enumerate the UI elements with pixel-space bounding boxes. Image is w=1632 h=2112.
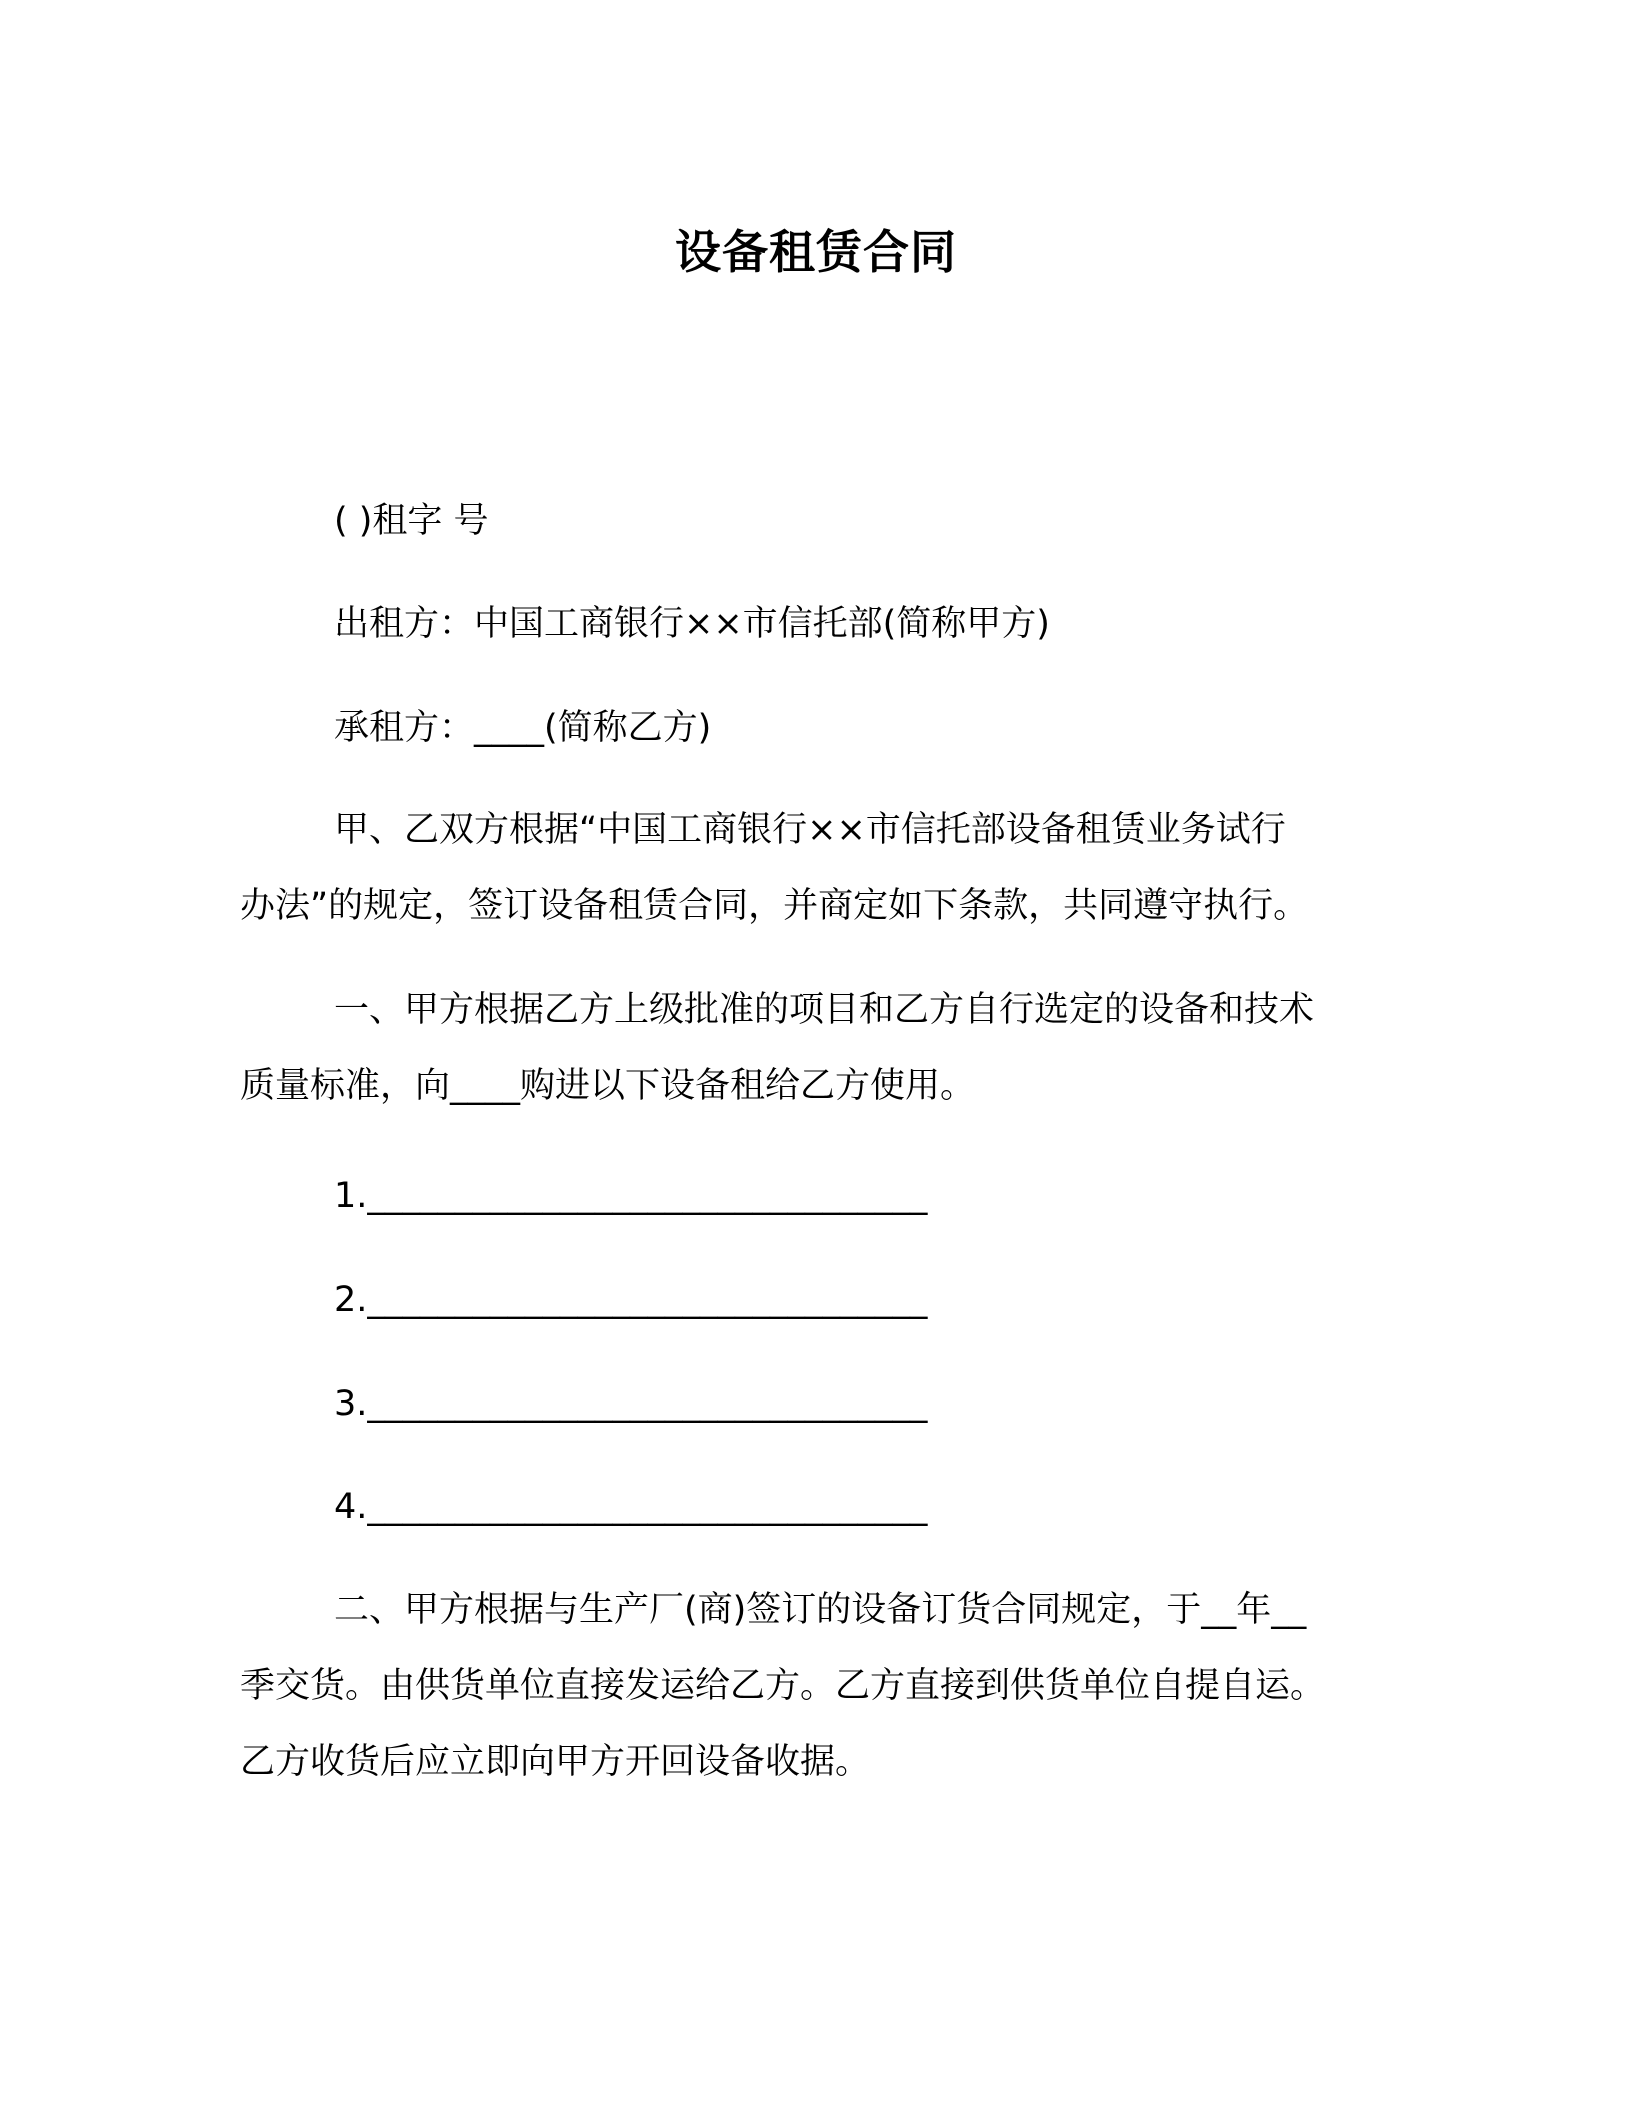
- equipment-item: 4.________________________________: [334, 1487, 928, 1527]
- equipment-item: 2.________________________________: [334, 1280, 928, 1320]
- clause-2-line-3: 乙方收货后应立即向甲方开回设备收据。: [240, 1742, 871, 1782]
- lessor-line: 出租方：中国工商银行××市信托部(简称甲方): [334, 604, 1050, 644]
- equipment-item: 1.________________________________: [334, 1176, 928, 1216]
- clause-1-line-2: 质量标准，向____购进以下设备租给乙方使用。: [240, 1066, 976, 1106]
- contract-number: ( )租字 号: [334, 501, 489, 541]
- preamble-line-1: 甲、乙双方根据“中国工商银行××市信托部设备租赁业务试行: [334, 810, 1286, 850]
- document-title: 设备租赁合同: [675, 225, 957, 279]
- preamble-line-2: 办法”的规定，签订设备租赁合同，并商定如下条款，共同遵守执行。: [240, 886, 1309, 926]
- equipment-item: 3.________________________________: [334, 1384, 928, 1424]
- lessee-line: 承租方：____(简称乙方): [334, 708, 712, 748]
- clause-2-line-1: 二、甲方根据与生产厂(商)签订的设备订货合同规定，于__年__: [334, 1590, 1307, 1630]
- clause-2-line-2: 季交货。由供货单位直接发运给乙方。乙方直接到供货单位自提自运。: [240, 1666, 1326, 1706]
- clause-1-line-1: 一、甲方根据乙方上级批准的项目和乙方自行选定的设备和技术: [334, 990, 1315, 1030]
